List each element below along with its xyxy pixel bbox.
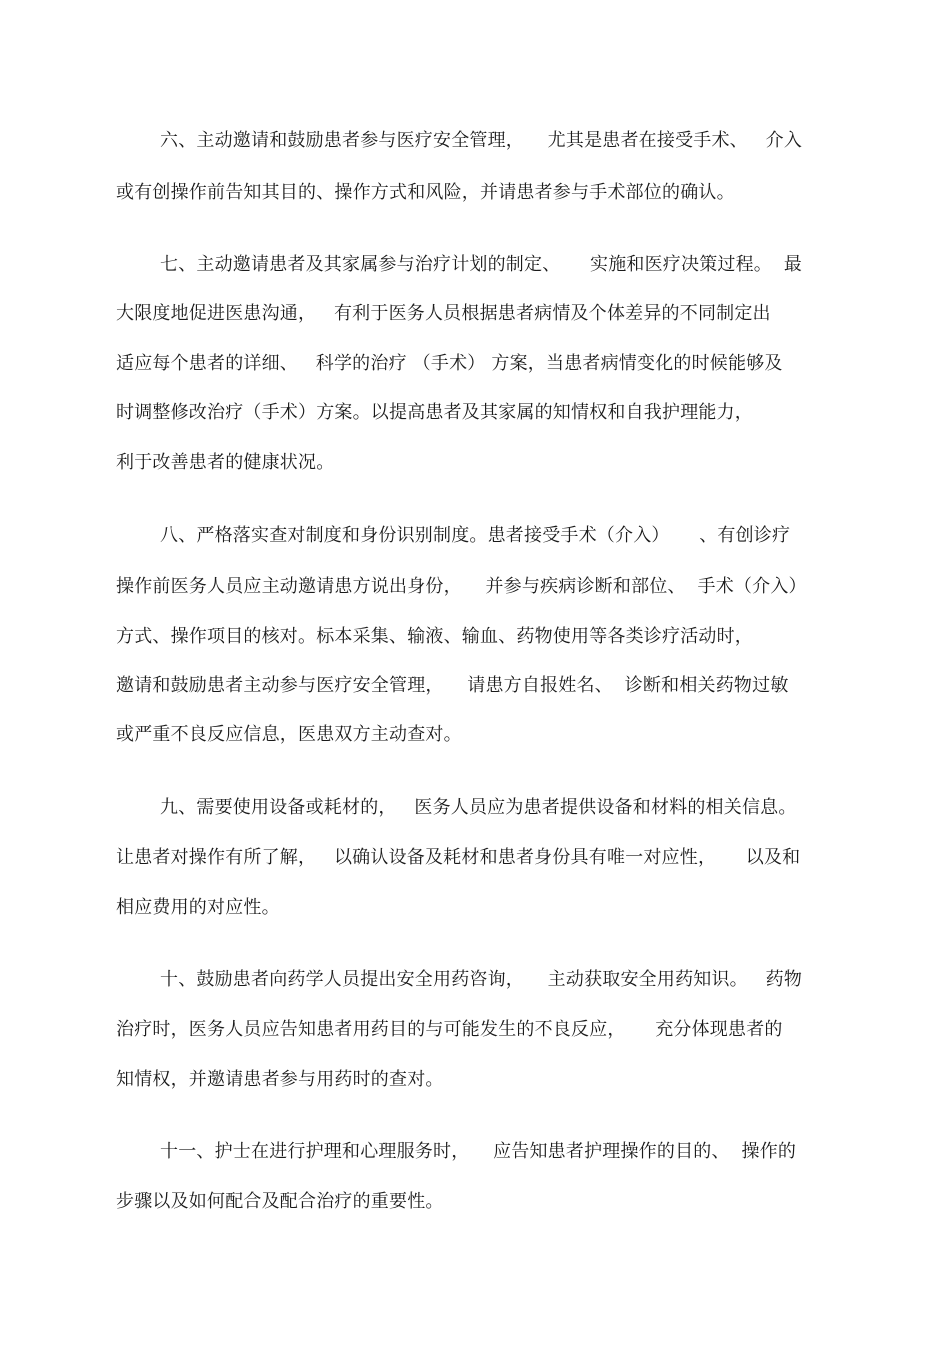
text-line: 七、主动邀请患者及其家属参与治疗计划的制定、 实施和医疗决策过程。 最 bbox=[160, 254, 803, 275]
text-line: 操作前医务人员应主动邀请患方说出身份， 并参与疾病诊断和部位、 手术（介入） bbox=[116, 576, 807, 597]
text-line: 或严重不良反应信息，医患双方主动查对。 bbox=[116, 724, 462, 745]
text-line: 利于改善患者的健康状况。 bbox=[116, 452, 335, 473]
text-line: 步骤以及如何配合及配合治疗的重要性。 bbox=[116, 1191, 444, 1212]
text-line: 邀请和鼓励患者主动参与医疗安全管理， 请患方自报姓名、 诊断和相关药物过敏 bbox=[116, 675, 789, 696]
text-line: 相应费用的对应性。 bbox=[116, 897, 280, 918]
text-line: 八、严格落实查对制度和身份识别制度。患者接受手术（介入） 、有创诊疗 bbox=[160, 525, 791, 546]
text-line: 知情权，并邀请患者参与用药时的查对。 bbox=[116, 1069, 444, 1090]
text-line: 适应每个患者的详细、 科学的治疗 （手术） 方案，当患者病情变化的时候能够及 bbox=[116, 353, 783, 374]
text-line: 时调整修改治疗（手术）方案。以提高患者及其家属的知情权和自我护理能力， bbox=[116, 402, 753, 423]
text-line: 让患者对操作有所了解， 以确认设备及耗材和患者身份具有唯一对应性， 以及和 bbox=[116, 847, 801, 868]
text-line: 大限度地促进医患沟通， 有利于医务人员根据患者病情及个体差异的不同制定出 bbox=[116, 303, 771, 324]
text-line: 治疗时，医务人员应告知患者用药目的与可能发生的不良反应， 充分体现患者的 bbox=[116, 1019, 783, 1040]
text-line: 十、鼓励患者向药学人员提出安全用药咨询， 主动获取安全用药知识。 药物 bbox=[160, 969, 803, 990]
text-line: 九、需要使用设备或耗材的， 医务人员应为患者提供设备和材料的相关信息。 bbox=[160, 797, 797, 818]
text-line: 或有创操作前告知其目的、操作方式和风险，并请患者参与手术部位的确认。 bbox=[116, 182, 735, 203]
text-line: 十一、护士在进行护理和心理服务时， 应告知患者护理操作的目的、 操作的 bbox=[160, 1141, 797, 1162]
text-line: 方式、操作项目的核对。标本采集、输液、输血、药物使用等各类诊疗活动时， bbox=[116, 626, 753, 647]
text-line: 六、主动邀请和鼓励患者参与医疗安全管理， 尤其是患者在接受手术、 介入 bbox=[160, 130, 803, 151]
